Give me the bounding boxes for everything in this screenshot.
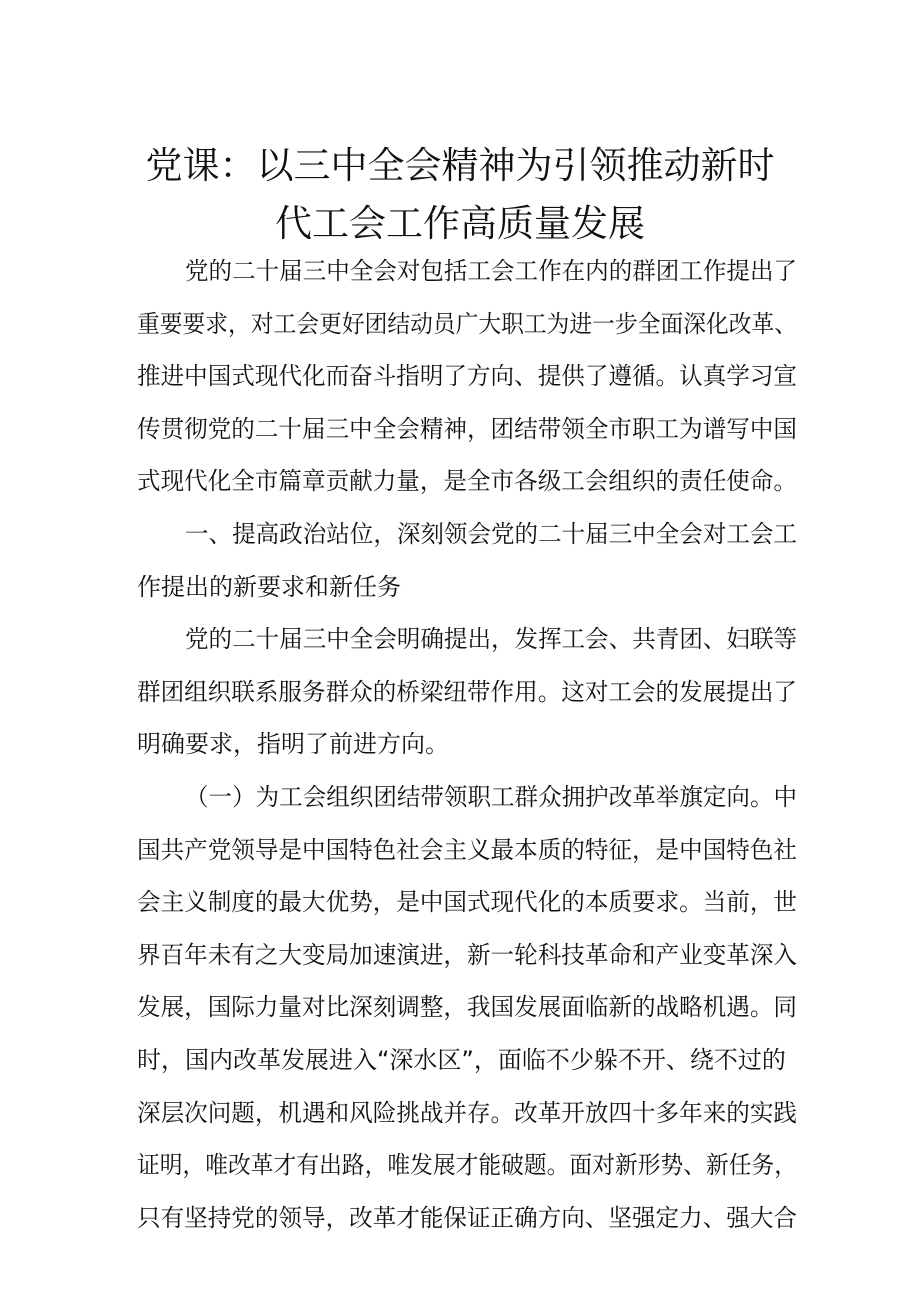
paragraph-line: 发展，国际力量对比深刻调整，我国发展面临新的战略机遇。同: [137, 993, 797, 1022]
document-body: [137, 245, 797, 1244]
document-title: [120, 137, 800, 253]
paragraph-line: 会主义制度的最大优势，是中国式现代化的本质要求。当前，世: [137, 888, 797, 917]
paragraph-line: 界百年未有之大变局加速演进，新一轮科技革命和产业变革深入: [137, 940, 797, 969]
paragraph-line: 重要要求，对工会更好团结动员广大职工为进一步全面深化改革、: [137, 309, 798, 338]
paragraph-line: 时，国内改革发展进入“深水区”，面临不少躲不开、绕不过的: [137, 1045, 786, 1074]
title-line-1: 党课：以三中全会精神为引领推动新时: [145, 143, 775, 187]
paragraph-line: 党的二十届三中全会对包括工会工作在内的群团工作提出了: [185, 257, 798, 285]
paragraph-line: 一、提高政治站位，深刻领会党的二十届三中全会对工会工: [185, 519, 798, 548]
paragraph-line: 证明，唯改革才有出路，唯发展才能破题。面对新形势、新任务，: [137, 1151, 798, 1180]
paragraph-line: 群团组织联系服务群众的桥梁纽带作用。这对工会的发展提出了: [137, 677, 797, 706]
title-line-2: 代工会工作高质量发展: [275, 201, 645, 245]
paragraph-line: 国共产党领导是中国特色社会主义最本质的特征，是中国特色社: [137, 835, 797, 864]
paragraph-line: 明确要求，指明了前进方向。: [137, 730, 449, 759]
paragraph-line: 作提出的新要求和新任务: [137, 572, 401, 601]
paragraph-line: 深层次问题，机遇和风险挑战并存。改革开放四十多年来的实践: [137, 1098, 797, 1127]
paragraph-line: 党的二十届三中全会明确提出，发挥工会、共青团、妇联等: [185, 625, 798, 654]
paragraph-line: 式现代化全市篇章贡献力量，是全市各级工会组织的责任使命。: [137, 467, 797, 496]
paragraph-line: （一）为工会组织团结带领职工群众拥护改革举旗定向。中: [185, 782, 798, 811]
paragraph-line: 只有坚持党的领导，改革才能保证正确方向、坚强定力、强大合: [137, 1203, 797, 1232]
paragraph-line: 推进中国式现代化而奋斗指明了方向、提供了遵循。认真学习宣: [137, 362, 797, 391]
paragraph-line: 传贯彻党的二十届三中全会精神，团结带领全市职工为谱写中国: [137, 414, 797, 443]
